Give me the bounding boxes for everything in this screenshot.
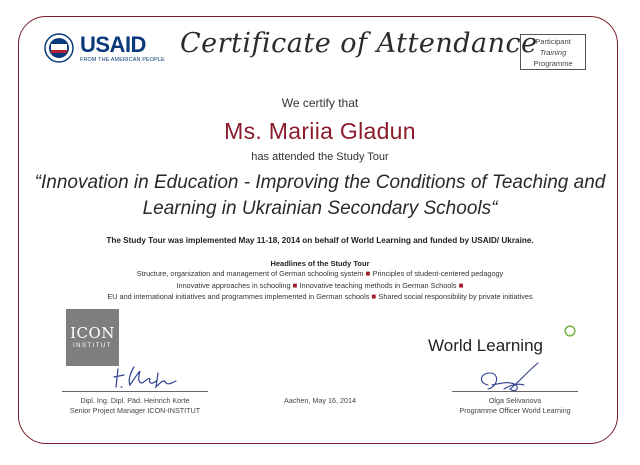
tour-title-line2: Learning in Ukrainian Secondary Schools“ [142,198,498,219]
program-box-line2: Training [539,48,567,57]
bullet-icon: ■ [458,281,464,290]
bullet-icon: ■ [371,292,379,301]
implemented-text: The Study Tour was implemented May 11-18, 2014 on behalf of World Learning and funded by USAID/ Ukraine. [106,236,534,245]
headline-item: Innovative teaching methods in German Schools [299,281,457,290]
program-box [520,34,586,70]
program-box-line1: Participant [535,37,571,46]
bullet-icon: ■ [292,281,300,290]
headline-item: EU and international initiatives and programmes implemented in German schools [107,292,370,301]
headline-item: Structure, organization and management of German schooling system [136,269,364,278]
signatory-left-name: Dipl. Ing. Dipl. Päd. Heinrich Korte [80,396,190,405]
icon-institut-logo [66,309,119,366]
headline-item: Shared social responsibility by private initiatives [378,292,533,301]
headline-item: Innovative approaches in schooling [176,281,291,290]
signature-line-right [452,391,578,392]
headlines-line-1 [0,269,640,278]
world-learning-wordmark: World Learning [428,336,543,355]
icon-logo-small: INSTITUT [73,343,112,349]
usaid-seal-icon [44,33,74,63]
usaid-tagline: FROM THE AMERICAN PEOPLE [80,57,165,63]
headlines-line-3 [0,292,640,301]
headlines-line-2 [0,281,640,290]
tour-title-line1: “Innovation in Education - Improving the Conditions of Teaching and [34,172,606,193]
icon-logo-big: ICON [70,324,115,342]
usaid-wordmark: USAID [80,32,146,57]
place-date: Aachen, May 16, 2014 [284,396,356,405]
bullet-icon: ■ [365,269,373,278]
signatory-left-role: Senior Project Manager ICON-INSTITUT [69,406,201,415]
attended-text: has attended the Study Tour [251,151,389,163]
program-box-line3: Programme [533,59,573,68]
headline-item: Principles of student-centered pedagogy [372,269,504,278]
world-learning-ring-icon [564,325,576,337]
signatory-right-name: Olga Selivanova [488,396,542,405]
headlines-heading: Headlines of the Study Tour [270,259,370,268]
participant-name: Ms. Mariia Gladun [224,118,416,144]
signature-line-left [62,391,208,392]
certificate-title: Certificate of Attendance [180,28,538,59]
signature-left-icon [112,363,184,391]
certify-text: We certify that [281,96,359,110]
signature-right-icon [474,359,546,399]
tour-title [0,170,640,222]
signatory-right-role: Programme Officer World Learning [459,406,571,415]
